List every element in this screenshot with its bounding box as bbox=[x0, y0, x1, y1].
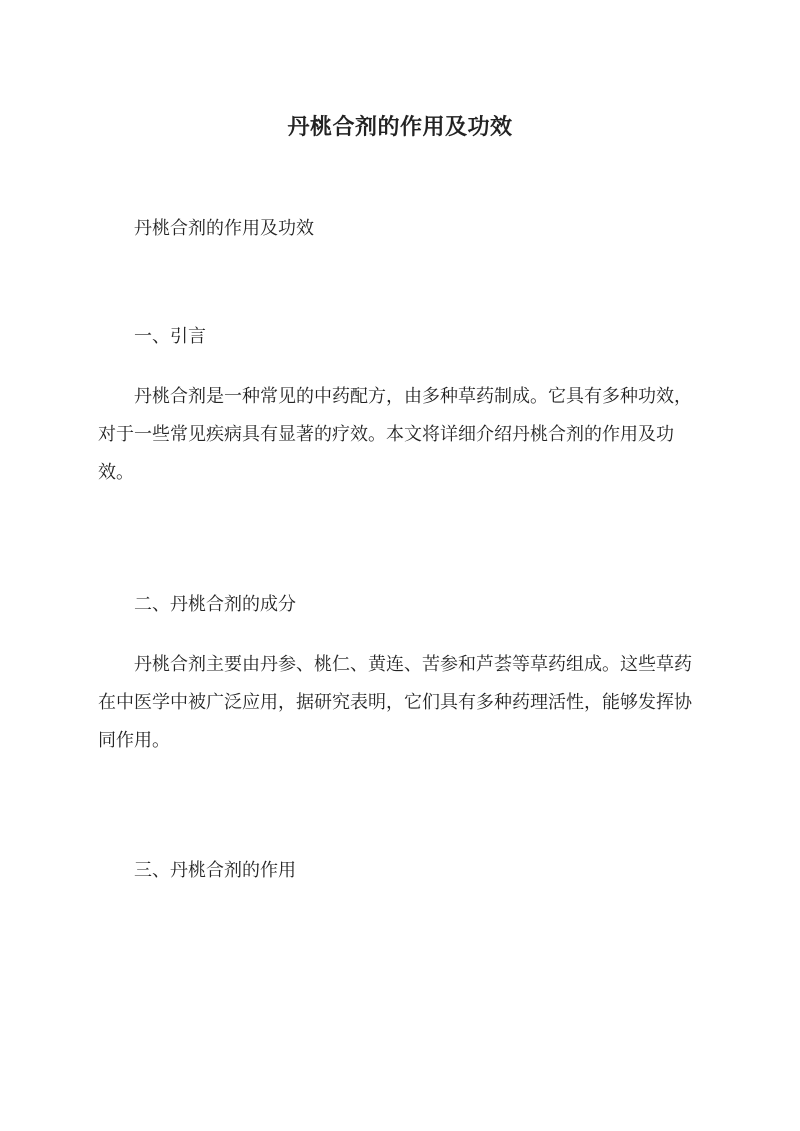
section-heading-effects: 三、丹桃合剂的作用 bbox=[134, 860, 296, 881]
document-subtitle: 丹桃合剂的作用及功效 bbox=[134, 218, 314, 239]
section-heading-intro: 一、引言 bbox=[134, 326, 206, 347]
section-body-intro: 丹桃合剂是一种常见的中药配方，由多种草药制成。它具有多种功效，对于一些常见疾病具有显著的疗效。本文将详细介绍丹桃合剂的作用及功效。 bbox=[98, 386, 692, 483]
section-heading-ingredients: 二、丹桃合剂的成分 bbox=[134, 594, 296, 615]
section-body-ingredients: 丹桃合剂主要由丹参、桃仁、黄连、苦参和芦荟等草药组成。这些草药在中医学中被广泛应用，据研究表明，它们具有多种药理活性，能够发挥协同作用。 bbox=[98, 654, 692, 751]
document-title: 丹桃合剂的作用及功效 bbox=[287, 113, 513, 140]
